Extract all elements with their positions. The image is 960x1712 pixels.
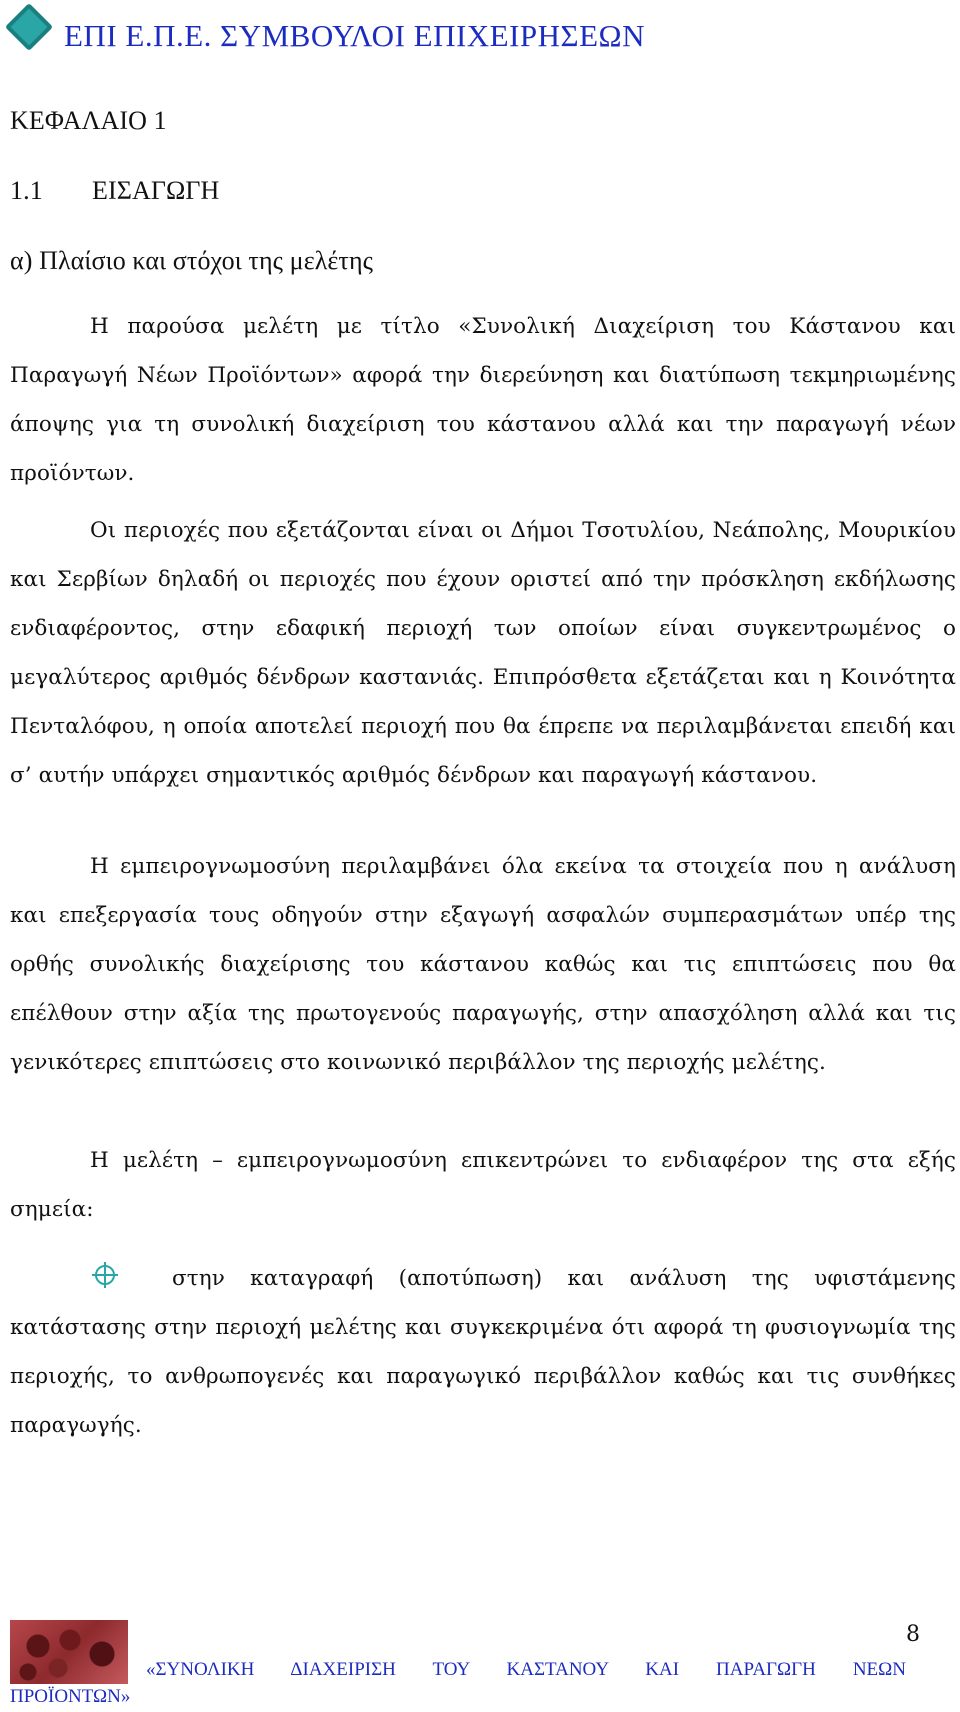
paragraph-expertise: Η εμπειρογνωμοσύνη περιλαμβάνει όλα εκείνα τα στοιχεία που η ανάλυση και επεξεργασία τους οδηγούν στην εξαγωγή ασφαλών συμπερασμάτων υπέρ της ορθής συνολικής διαχείρισης του κάστανου καθώς και τις επιπτώσεις που θα επέλθουν στην αξία της πρωτογενούς παραγωγής, στην απασχόληση αλλά και τις γενικότερες επιπτώσεις στο κοινωνικό περιβάλλον της περιοχής μελέτης. — [10, 854, 956, 1075]
paragraph-areas: Οι περιοχές που εξετάζονται είναι οι Δήμοι Τσοτυλίου, Νεάπολης, Μουρικίου και Σερβίων δηλαδή οι περιοχές που έχουν οριστεί από την πρόσκληση εκδήλωσης ενδιαφέροντος, στην εδαφική περιοχή των οποίων είναι συγκεντρωμένος ο μεγαλύτερος αριθμός δένδρων καστανιάς. Επιπρόσθετα εξετάζεται και η Κοινότητα Πενταλόφου, η οποία αποτελεί περιοχή που θα έπρεπε να περιλαμβάνεται επειδή και σ’ αυτήν υπάρχει σημαντικός αριθμός δένδρων και παραγωγή κάστανου. — [10, 518, 956, 788]
paragraph-intro: Η παρούσα μελέτη με τίτλο «Συνολική Διαχείριση του Κάστανου και Παραγωγή Νέων Προϊόντων» αφορά την διερεύνηση και διατύπωση τεκμηριωμένης άποψης για τη συνολική διαχείριση του κάστανου αλλά και την παραγωγή νέων προϊόντων. — [10, 314, 956, 486]
company-name: ΕΠΙ Ε.Π.Ε. ΣΥΜΒΟΥΛΟΙ ΕΠΙΧΕΙΡΗΣΕΩΝ — [64, 18, 645, 53]
section-heading — [10, 166, 956, 215]
footer-title-line1: «ΣΥΝΟΛΙΚΗ ΔΙΑΧΕΙΡΙΣΗ ΤΟΥ ΚΑΣΤΑΝΟΥ ΚΑΙ ΠΑΡΑΓΩΓΗ ΝΕΩΝ — [146, 1659, 906, 1680]
page-number: 8 — [906, 1622, 920, 1647]
section-title: ΕΙΣΑΓΩΓΗ — [92, 176, 220, 205]
footer-title-line2: ΠΡΟΪΟΝΤΩΝ» — [10, 1686, 131, 1707]
footer-study-title — [10, 1656, 906, 1710]
company-logo-diamond — [5, 3, 53, 51]
paragraph-focus: Η μελέτη – εμπειρογνωμοσύνη επικεντρώνει το ενδιαφέρον της στα εξής σημεία: — [10, 1148, 956, 1222]
subsection-heading: α) Πλαίσιο και στόχοι της μελέτης — [10, 246, 374, 275]
section-number: 1.1 — [10, 176, 43, 205]
bullet-text: στην καταγραφή (αποτύπωση) και ανάλυση της υφιστάμενης κατάστασης στην περιοχή μελέτης και συγκεκριμένα ότι αφορά τη φυσιογνωμία της περιοχής, το ανθρωπογενές και παραγωγικό περιβάλλον καθώς και τις συνθήκες παραγωγής. — [10, 1266, 956, 1438]
chapter-heading: ΚΕΦΑΛΑΙΟ 1 — [10, 106, 167, 135]
bullet-list-item — [10, 1254, 956, 1450]
